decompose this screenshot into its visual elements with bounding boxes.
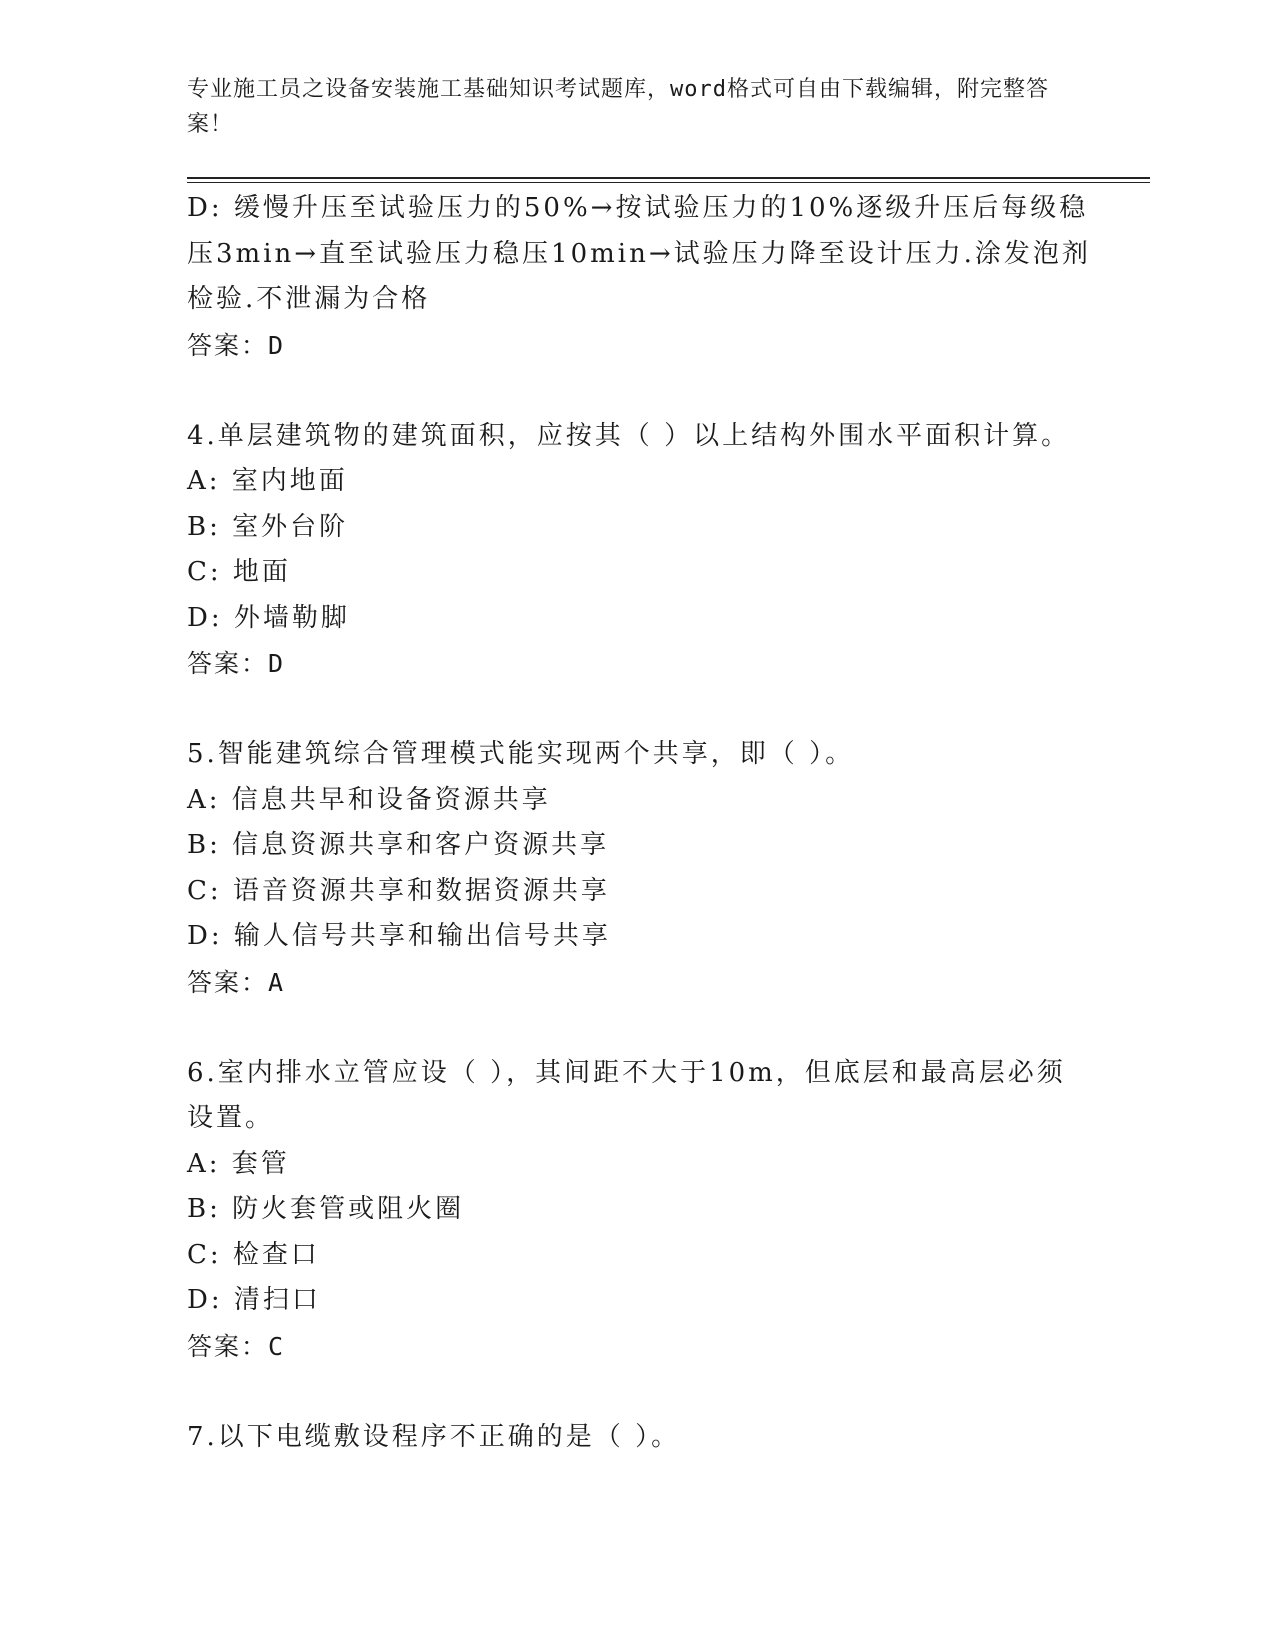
document-header: [187, 72, 1067, 142]
spacer: [187, 1369, 1087, 1415]
option-c: C: 语音资源共享和数据资源共享: [187, 875, 610, 906]
question-stem: 7.以下电缆敷设程序不正确的是（ ）。: [187, 1421, 681, 1452]
option-d: D: 清扫口: [187, 1285, 321, 1315]
answer-line: 答案：D: [187, 330, 286, 360]
answer-line: 答案：C: [187, 1331, 286, 1361]
option-b: B: 信息资源共享和客户资源共享: [187, 830, 610, 860]
question-stem: 4.单层建筑物的建筑面积，应按其（ ）以上结构外围水平面积计算。: [187, 420, 1071, 451]
option-a: A: 室内地面: [187, 466, 348, 496]
question-stem: 5.智能建筑综合管理模式能实现两个共享，即（ ）。: [187, 739, 855, 769]
spacer: [187, 687, 1087, 733]
question-7: [187, 1415, 1087, 1461]
option-d: D: 输人信号共享和输出信号共享: [187, 921, 611, 951]
spacer: [187, 1005, 1087, 1051]
option-d-line-1: D: 缓慢升压至试验压力的50%→按试验压力的10%逐级升压后每级稳: [187, 193, 1089, 223]
question-4: [187, 414, 1087, 687]
option-d: D: 外墙勒脚: [187, 602, 350, 633]
question-content: [187, 186, 1091, 1460]
prev-question-block: [187, 186, 1091, 368]
option-a: A: 套管: [187, 1148, 290, 1179]
option-b: B: 防火套管或阻火圈: [187, 1194, 465, 1224]
question-stem-line-1: 6.室内排水立管应设（ ），其间距不大于10m，但底层和最高层必须: [187, 1057, 1066, 1088]
answer-line: 答案：A: [187, 967, 286, 997]
option-d-line-2: 压3min→直至试验压力稳压10min→试验压力降至设计压力.涂发泡剂: [187, 238, 1091, 269]
option-c: C: 地面: [187, 557, 291, 587]
question-5: [187, 732, 1087, 1005]
header-rule-thick: [187, 177, 1150, 179]
option-d-line-3: 检验.不泄漏为合格: [187, 284, 431, 314]
option-c: C: 检查口: [187, 1239, 320, 1270]
option-b: B: 室外台阶: [187, 511, 349, 542]
spacer: [187, 368, 1087, 414]
question-6: [187, 1051, 1087, 1370]
header-title: 专业施工员之设备安装施工基础知识考试题库，word格式可自由下载编辑，附完整答案！: [187, 77, 1049, 137]
answer-line: 答案：D: [187, 649, 286, 678]
header-rule-thin: [187, 182, 1150, 183]
option-a: A: 信息共早和设备资源共享: [187, 784, 551, 815]
question-stem-line-2: 设置。: [187, 1103, 275, 1133]
